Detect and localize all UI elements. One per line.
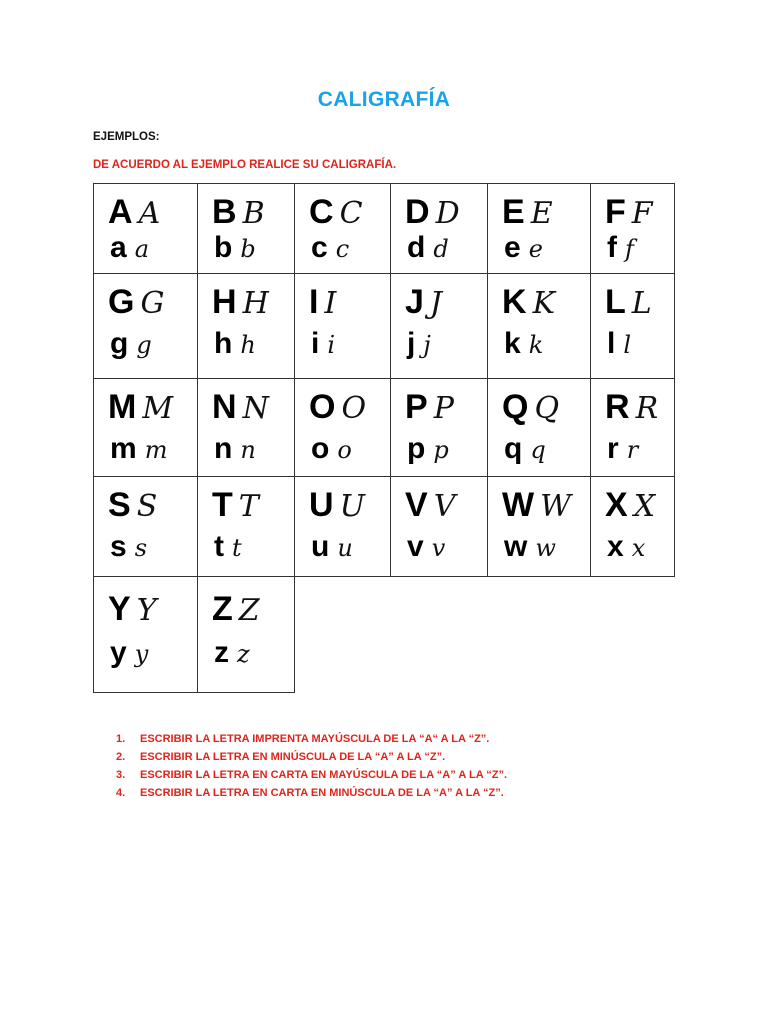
- print-uppercase-letter: Z: [212, 590, 233, 628]
- letter-cell: [93, 476, 198, 577]
- script-uppercase-letter: Q: [534, 391, 560, 426]
- print-lowercase-letter: m: [110, 432, 137, 465]
- letter-cell: [590, 183, 675, 274]
- print-uppercase-letter: M: [108, 388, 137, 426]
- print-lowercase-letter: f: [607, 231, 617, 264]
- step-number: 4.: [116, 787, 126, 799]
- script-uppercase-letter: B: [242, 196, 265, 231]
- script-uppercase-letter: H: [242, 286, 269, 321]
- letter-cell: [93, 273, 198, 379]
- print-uppercase-letter: X: [605, 486, 628, 524]
- letter-cell: [390, 476, 488, 577]
- letter-cell: [197, 378, 295, 477]
- print-uppercase-letter: T: [212, 486, 233, 524]
- alphabet-grid: [93, 183, 675, 693]
- script-uppercase-letter: Z: [238, 593, 260, 628]
- print-uppercase-letter: B: [212, 193, 237, 231]
- script-lowercase-letter: j: [423, 331, 431, 359]
- page-title: CALIGRAFÍA: [317, 88, 451, 111]
- print-uppercase-letter: O: [309, 388, 336, 426]
- print-lowercase-letter: q: [504, 432, 523, 465]
- print-lowercase-letter: s: [110, 530, 127, 563]
- letter-cell: [197, 183, 295, 274]
- print-lowercase-letter: z: [214, 636, 229, 669]
- steps-list: [116, 730, 507, 802]
- script-lowercase-letter: l: [623, 331, 632, 359]
- print-lowercase-letter: k: [504, 327, 521, 360]
- print-lowercase-letter: w: [504, 530, 528, 563]
- print-uppercase-letter: G: [108, 283, 135, 321]
- letter-cell: [487, 378, 591, 477]
- letter-cell: [197, 576, 295, 693]
- print-lowercase-letter: d: [407, 231, 426, 264]
- print-uppercase-letter: J: [405, 283, 424, 321]
- script-uppercase-letter: R: [635, 391, 659, 426]
- script-uppercase-letter: P: [433, 391, 454, 426]
- script-uppercase-letter: U: [339, 489, 365, 524]
- examples-label: EJEMPLOS:: [93, 131, 160, 143]
- print-lowercase-letter: v: [407, 530, 424, 563]
- letter-cell: [93, 576, 198, 693]
- letter-cell: [294, 476, 391, 577]
- script-lowercase-letter: e: [528, 235, 543, 263]
- print-lowercase-letter: i: [311, 327, 320, 360]
- script-uppercase-letter: W: [540, 489, 571, 524]
- step-number: 2.: [116, 751, 126, 763]
- print-lowercase-letter: g: [110, 327, 129, 360]
- letter-cell: [487, 273, 591, 379]
- script-uppercase-letter: L: [631, 286, 652, 321]
- script-lowercase-letter: c: [335, 235, 350, 263]
- script-lowercase-letter: n: [240, 436, 256, 464]
- script-uppercase-letter: M: [142, 391, 174, 426]
- step-number: 3.: [116, 769, 126, 781]
- script-lowercase-letter: s: [134, 534, 148, 562]
- step-text: ESCRIBIR LA LETRA IMPRENTA MAYÚSCULA DE LA “A“ A LA “Z”.: [140, 733, 490, 745]
- print-lowercase-letter: y: [110, 636, 127, 669]
- script-uppercase-letter: Y: [136, 593, 157, 628]
- letter-cell: [590, 378, 675, 477]
- script-lowercase-letter: q: [530, 436, 546, 464]
- script-lowercase-letter: x: [631, 534, 646, 562]
- instruction-text: DE ACUERDO AL EJEMPLO REALICE SU CALIGRAFÍA.: [93, 159, 397, 171]
- print-uppercase-letter: W: [502, 486, 535, 524]
- step-item: [116, 730, 507, 748]
- step-item: [116, 748, 507, 766]
- step-text: ESCRIBIR LA LETRA EN CARTA EN MINÚSCULA DE LA “A” A LA “Z”.: [140, 787, 504, 799]
- script-lowercase-letter: a: [134, 235, 149, 263]
- script-lowercase-letter: g: [136, 331, 152, 359]
- print-lowercase-letter: o: [311, 432, 330, 465]
- script-uppercase-letter: C: [339, 196, 363, 231]
- script-lowercase-letter: w: [535, 534, 556, 562]
- script-uppercase-letter: A: [138, 196, 161, 231]
- script-lowercase-letter: d: [433, 235, 449, 263]
- letter-cell: [197, 476, 295, 577]
- script-lowercase-letter: o: [337, 436, 352, 464]
- letter-cell: [590, 476, 675, 577]
- letter-cell: [590, 273, 675, 379]
- print-uppercase-letter: A: [108, 193, 133, 231]
- script-lowercase-letter: h: [240, 331, 256, 359]
- print-lowercase-letter: t: [214, 530, 224, 563]
- print-uppercase-letter: U: [309, 486, 334, 524]
- step-number: 1.: [116, 733, 126, 745]
- letter-cell: [93, 378, 198, 477]
- script-lowercase-letter: m: [144, 436, 168, 464]
- print-uppercase-letter: Q: [502, 388, 529, 426]
- step-item: [116, 766, 507, 784]
- print-lowercase-letter: c: [311, 231, 328, 264]
- print-uppercase-letter: D: [405, 193, 430, 231]
- print-uppercase-letter: V: [405, 486, 428, 524]
- script-lowercase-letter: r: [626, 436, 639, 464]
- print-uppercase-letter: E: [502, 193, 525, 231]
- script-uppercase-letter: K: [532, 286, 555, 321]
- script-lowercase-letter: t: [232, 534, 242, 562]
- print-uppercase-letter: P: [405, 388, 428, 426]
- script-uppercase-letter: I: [324, 286, 337, 321]
- letter-cell: [294, 183, 391, 274]
- letter-cell: [487, 183, 591, 274]
- script-lowercase-letter: u: [337, 534, 353, 562]
- script-uppercase-letter: E: [530, 196, 553, 231]
- print-uppercase-letter: K: [502, 283, 527, 321]
- script-uppercase-letter: T: [238, 489, 259, 524]
- script-uppercase-letter: N: [242, 391, 269, 426]
- print-lowercase-letter: h: [214, 327, 233, 360]
- print-lowercase-letter: r: [607, 432, 619, 465]
- print-uppercase-letter: N: [212, 388, 237, 426]
- letter-cell: [390, 273, 488, 379]
- print-lowercase-letter: e: [504, 231, 521, 264]
- letter-cell: [487, 476, 591, 577]
- step-text: ESCRIBIR LA LETRA EN CARTA EN MAYÚSCULA DE LA “A” A LA “Z”.: [140, 769, 508, 781]
- letter-cell: [294, 378, 391, 477]
- script-uppercase-letter: O: [341, 391, 367, 426]
- script-uppercase-letter: F: [631, 196, 653, 231]
- script-uppercase-letter: X: [633, 489, 656, 524]
- script-lowercase-letter: p: [433, 436, 449, 464]
- print-uppercase-letter: I: [309, 283, 319, 321]
- script-lowercase-letter: f: [625, 235, 634, 263]
- print-uppercase-letter: Y: [108, 590, 131, 628]
- script-lowercase-letter: v: [431, 534, 446, 562]
- letter-cell: [93, 183, 198, 274]
- letter-cell: [197, 273, 295, 379]
- print-lowercase-letter: l: [607, 327, 616, 360]
- print-uppercase-letter: R: [605, 388, 630, 426]
- script-uppercase-letter: G: [140, 286, 165, 321]
- print-lowercase-letter: p: [407, 432, 426, 465]
- step-text: ESCRIBIR LA LETRA EN MINÚSCULA DE LA “A” A LA “Z”.: [140, 751, 446, 763]
- print-uppercase-letter: L: [605, 283, 626, 321]
- print-uppercase-letter: C: [309, 193, 334, 231]
- print-lowercase-letter: a: [110, 231, 127, 264]
- letter-cell: [294, 273, 391, 379]
- print-lowercase-letter: b: [214, 231, 233, 264]
- print-lowercase-letter: u: [311, 530, 330, 563]
- step-item: [116, 784, 507, 802]
- print-lowercase-letter: j: [407, 327, 416, 360]
- script-uppercase-letter: V: [433, 489, 456, 524]
- print-uppercase-letter: F: [605, 193, 626, 231]
- script-lowercase-letter: z: [237, 640, 250, 668]
- script-lowercase-letter: y: [134, 640, 149, 668]
- script-lowercase-letter: k: [528, 331, 544, 359]
- print-lowercase-letter: n: [214, 432, 233, 465]
- script-uppercase-letter: S: [136, 489, 158, 524]
- letter-cell: [390, 378, 488, 477]
- print-uppercase-letter: H: [212, 283, 237, 321]
- script-lowercase-letter: b: [240, 235, 256, 263]
- letter-cell: [390, 183, 488, 274]
- print-lowercase-letter: x: [607, 530, 624, 563]
- print-uppercase-letter: S: [108, 486, 131, 524]
- script-uppercase-letter: D: [435, 196, 460, 231]
- script-uppercase-letter: J: [429, 286, 442, 321]
- script-lowercase-letter: i: [327, 331, 336, 359]
